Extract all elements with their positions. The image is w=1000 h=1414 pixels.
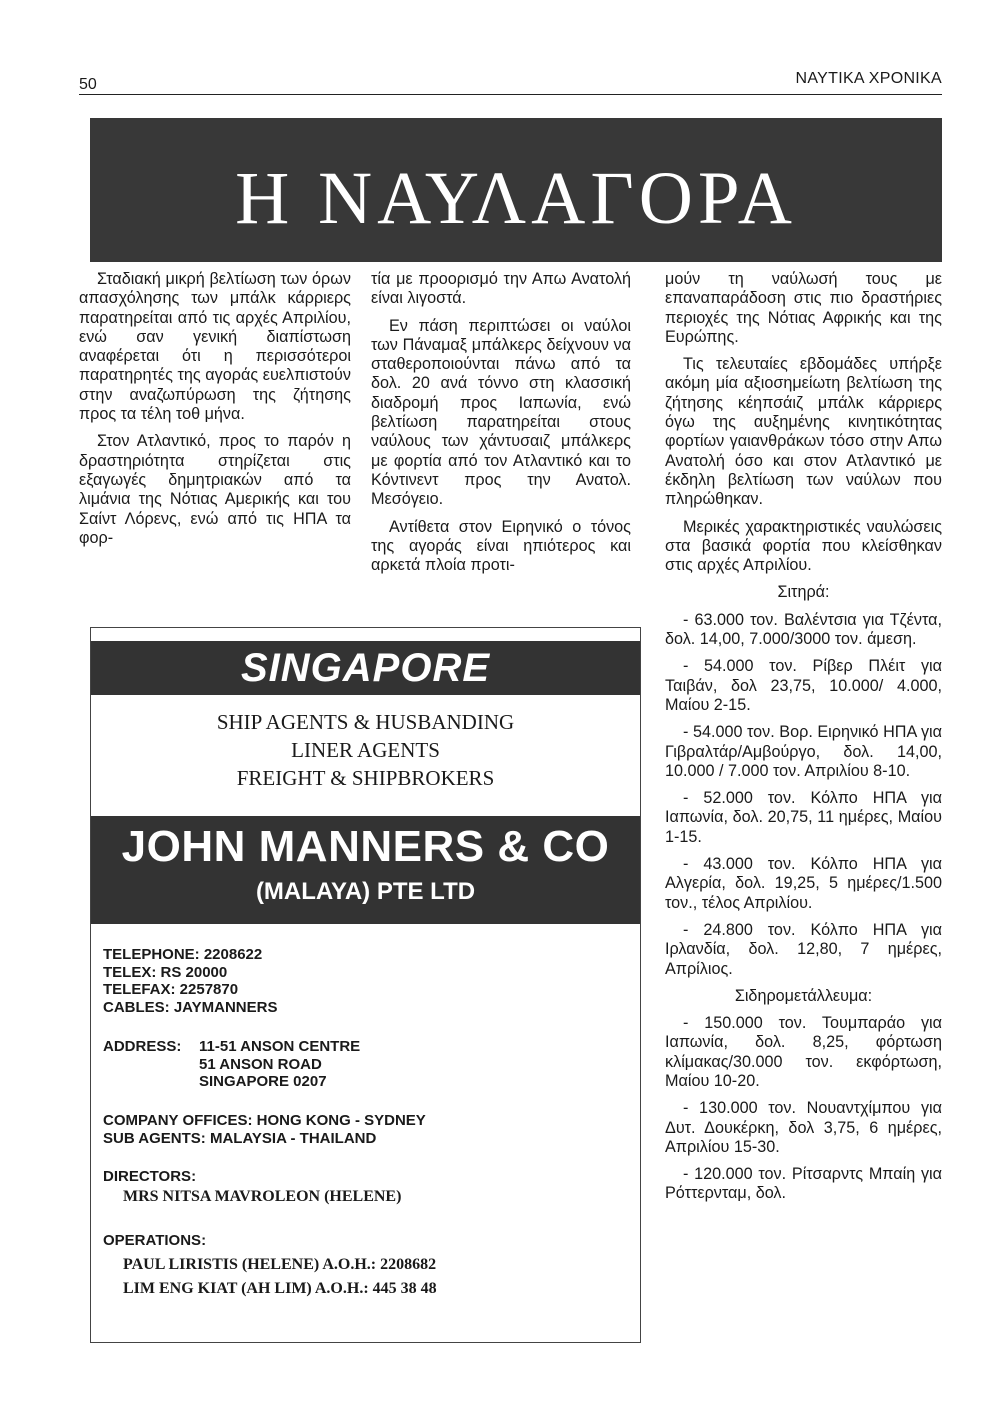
ad-contacts [103, 946, 277, 1016]
charter-item: - 130.000 τον. Νουαντχίμπου για Δυτ. Δουκέρκη, δολ 3,75, 6 ημέρες, Απριλίου 15-30. [665, 1099, 942, 1156]
paragraph: τία με προορισμό την Απω Ανατολή είναι λιγοστά. [371, 270, 631, 308]
charter-item: - 43.000 τον. Κόλπο ΗΠΑ για Αλγερία, δολ. 19,25, 5 ημέρες/1.500 τον., τέλος Απριλίου. [665, 855, 942, 912]
article-column-2 [371, 270, 631, 575]
ad-directors-label: DIRECTORS: [103, 1168, 197, 1185]
ad-location: SINGAPORE [240, 645, 491, 690]
charter-item: - 120.000 τον. Ρίτσαρντς Μπαίη για Ρόττερνταμ, δολ. [665, 1165, 942, 1203]
ad-sub-agents: SUB AGENTS: MALAYSIA - THAILAND [103, 1129, 377, 1147]
advertisement-box [90, 627, 641, 1343]
ad-address-label: ADDRESS: [103, 1038, 182, 1055]
article-column-1 [79, 270, 351, 548]
ad-telephone: TELEPHONE: 2208622 [103, 946, 263, 963]
paragraph: Σταδιακή μικρή βελτίωση των όρων απασχόλησης των μπάλκ κάρριερς παρατηρείται από τις αρχές Απριλίου, ενώ σαν γενική διαπίστωση αναφέρεται ότι η περισσότεροι παρατηρητές της αγοράς ευελπιστούν στην αναζωπύρωση της ζήτησης προς τα τέλη τοθ μήνα. [79, 270, 351, 424]
charter-item: - 24.800 τον. Κόλπο ΗΠΑ για Ιρλανδία, δολ. 12,80, 7 ημέρες, Απρίλιος. [665, 920, 942, 978]
paragraph: Εν πάση περιπτώσει οι ναύλοι των Πάναμαξ μπάλκερς δείχνουν να σταθεροποιούνται πάνω από τα δολ. 20 ανά τόννο στη κλασσική διαδρομή προς Ιαπωνία, ενώ βελτίωση παρατηρείται στους ναύλους των χάντυσαιζ μπάλκερς με φορτία από τον Ατλαντικό και το Κόντινεντ προς την Ανατολ. Μεσόγειο. [371, 316, 631, 509]
grain-heading: Σιτηρά: [777, 583, 830, 602]
ad-services [91, 708, 640, 792]
charter-item: - 54.000 τον. Βορ. Ειρηνικό ΗΠΑ για Γιβραλτάρ/Αμβούργο, δολ. 14,00, 10.000 / 7.000 τον. Απριλίου 8-10. [665, 723, 942, 780]
ad-address [199, 1038, 360, 1091]
ad-company-subsidiary: (MALAYA) PTE LTD [255, 878, 476, 905]
charter-item: - 63.000 τον. Βαλέντσια για Τζέντα, δολ. 14,00, 7.000/3000 τον. άμεση. [665, 610, 942, 649]
ad-operations-line: PAUL LIRISTIS (HELENE) A.O.H.: 2208682 [123, 1256, 437, 1273]
ad-operations-label: OPERATIONS: [103, 1232, 207, 1249]
paragraph: Μερικές χαρακτηριστικές ναυλώσεις στα βασικά φορτία που κλείσθηκαν στις αρχές Απριλίου. [665, 517, 942, 575]
paragraph: μούν τη ναύλωσή τους με επαναπαράδοση στις πιο δραστήριες περιοχές της Νότιας Αφρικής και της Ευρώπης. [665, 270, 942, 346]
paragraph: Αντίθετα στον Ειρηνικό ο τόνος της αγοράς είναι ηπιότερος και αρκετά πλοία προτι- [371, 517, 631, 575]
charter-item: - 150.000 τον. Τουμπαράο για Ιαπωνία, δολ. 8,25, φόρτωση κλίμακας/30.000 τον. εκφόρτωση, Μαίου 10-20. [665, 1014, 942, 1090]
header-rule [79, 94, 942, 95]
ad-company-name: JOHN MANNERS & CO [121, 822, 610, 871]
ad-address-line: 51 ANSON ROAD [199, 1055, 322, 1073]
section-title: Η ΝΑΥΛΑΓΟΡΑ [235, 157, 797, 240]
ad-company-offices: COMPANY OFFICES: HONG KONG - SYDNEY [103, 1112, 426, 1129]
section-banner [90, 118, 942, 262]
page-number: 50 [79, 76, 97, 93]
ad-telefax: TELEFAX: 2257870 [103, 981, 239, 998]
ad-cables: CABLES: JAYMANNERS [103, 998, 278, 1016]
ad-director: MRS NITSA MAVROLEON (HELENE) [123, 1188, 402, 1205]
ad-offices [103, 1112, 426, 1147]
charter-item: - 52.000 τον. Κόλπο ΗΠΑ για Ιαπωνία, δολ. 20,75, 11 ημέρες, Μαίου 1-15. [665, 789, 942, 846]
ad-operations-line: LIM ENG KIAT (AH LIM) A.O.H.: 445 38 48 [123, 1280, 437, 1297]
ad-operations [123, 1253, 437, 1301]
ad-location-bar [91, 641, 640, 695]
paragraph: Τις τελευταίες εβδομάδες υπήρξε ακόμη μία αξιοσημείωτη βελτίωση της ζήτησης κέηπσάιζ μπάλκ κάρριερς όγω της αυξημένης κινητικότητας φορτίων γαιανθράκων τόσο στην Απω Ανατολή όσο και στον Ατλαντικό με έκδηλη βελτίωση των ναύλων που πληρώθηκαν. [665, 355, 942, 509]
ad-company-bar [91, 816, 640, 924]
ad-telex: TELEX: RS 20000 [103, 963, 228, 981]
article-column-3 [665, 270, 942, 1204]
ad-service-line: SHIP AGENTS & HUSBANDING [216, 710, 515, 734]
charter-item: - 54.000 τον. Ρίβερ Πλέιτ για Ταιβάν, δολ 23,75, 10.000/ 4.000, Μαίου 2-15. [665, 657, 942, 714]
ad-service-line: LINER AGENTS [291, 738, 440, 762]
ad-service-line: FREIGHT & SHIPBROKERS [236, 766, 495, 790]
ore-heading: Σιδηρομετάλλευμα: [734, 986, 873, 1005]
ad-address-line: SINGAPORE 0207 [199, 1073, 327, 1090]
ad-address-line: 11-51 ANSON CENTRE [199, 1038, 361, 1055]
paragraph: Στον Ατλαντικό, προς το παρόν η δραστηριότητα στηρίζεται στις εξαγωγές δημητριακών από τα λιμάνια της Νότιας Αμερικής και του Σαίντ Λόρενς, ενώ από τις ΗΠΑ τα φορ- [79, 432, 351, 547]
journal-title: ΝΑΥΤΙΚΑ ΧΡΟΝΙΚΑ [795, 70, 942, 87]
